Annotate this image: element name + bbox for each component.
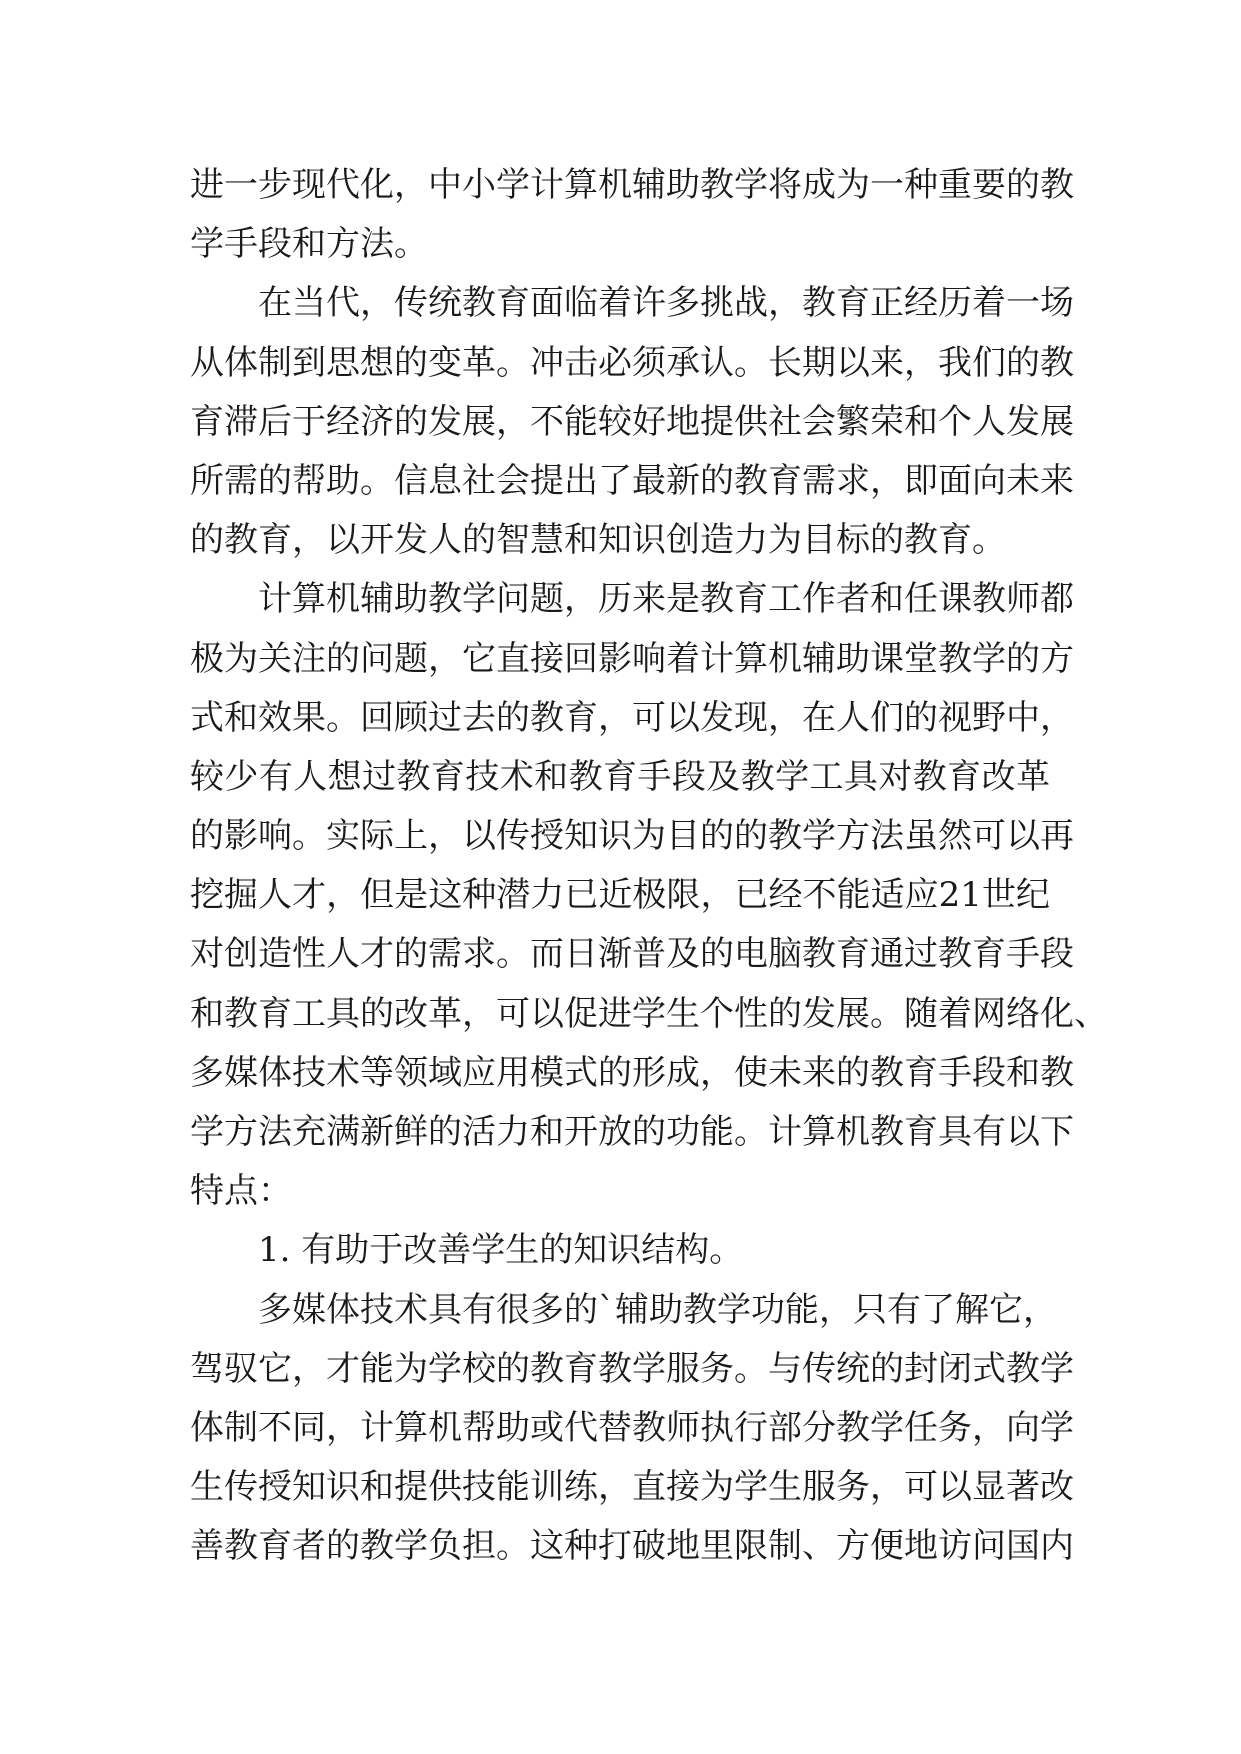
text-line: 生传授知识和提供技能训练，直接为学生服务，可以显著改 [190,1467,1074,1508]
text-line: 的教育，以开发人的智慧和知识创造力为目标的教育。 [190,520,1006,561]
paragraph [190,1281,1074,1577]
text-line: 在当代，传统教育面临着许多挑战，教育正经历着一场 [258,283,1074,324]
text-line: 式和效果。回顾过去的教育，可以发现，在人们的视野中， [190,697,1074,738]
text-line: 多媒体技术等领域应用模式的形成，使未来的教育手段和教 [190,1052,1074,1093]
text-line: 的影响。实际上，以传授知识为目的的教学方法虽然可以再 [190,816,1074,857]
text-line: 体制不同，计算机帮助或代替教师执行部分教学任务，向学 [190,1407,1074,1448]
text-line: 育滞后于经济的发展，不能较好地提供社会繁荣和个人发展 [190,401,1074,442]
text-line: 较少有人想过教育技术和教育手段及教学工具对教育改革 [190,756,1050,797]
text-line: 1. 有助于改善学生的知识结构。 [258,1230,744,1271]
text-line: 多媒体技术具有很多的`辅助教学功能，只有了解它， [258,1289,1057,1330]
document-body [190,156,1108,1577]
text-line: 对创造性人才的需求。而日渐普及的电脑教育通过教育手段 [190,934,1074,975]
text-line: 极为关注的问题，它直接回影响着计算机辅助课堂教学的方 [190,638,1074,679]
text-line: 计算机辅助教学问题，历来是教育工作者和任课教师都 [258,579,1074,620]
text-line: 学手段和方法。 [190,224,428,265]
paragraph [190,274,1074,570]
text-line: 驾驭它，才能为学校的教育教学服务。与传统的封闭式教学 [190,1348,1074,1389]
text-line: 和教育工具的改革，可以促进学生个性的发展。随着网络化、 [190,993,1108,1034]
text-line: 所需的帮助。信息社会提出了最新的教育需求，即面向未来 [190,460,1074,501]
numbered-item [190,1221,1050,1280]
text-line: 进一步现代化，中小学计算机辅助教学将成为一种重要的教 [190,165,1074,205]
text-line: 从体制到思想的变革。冲击必须承认。长期以来，我们的教 [190,342,1074,383]
paragraph [190,570,1108,1221]
paragraph [190,156,1074,274]
text-line: 特点： [190,1171,292,1212]
text-line: 善教育者的教学负担。这种打破地里限制、方便地访问国内 [190,1526,1074,1567]
text-line: 挖掘人才，但是这种潜力已近极限，已经不能适应21世纪 [190,875,1050,916]
text-line: 学方法充满新鲜的活力和开放的功能。计算机教育具有以下 [190,1112,1074,1152]
